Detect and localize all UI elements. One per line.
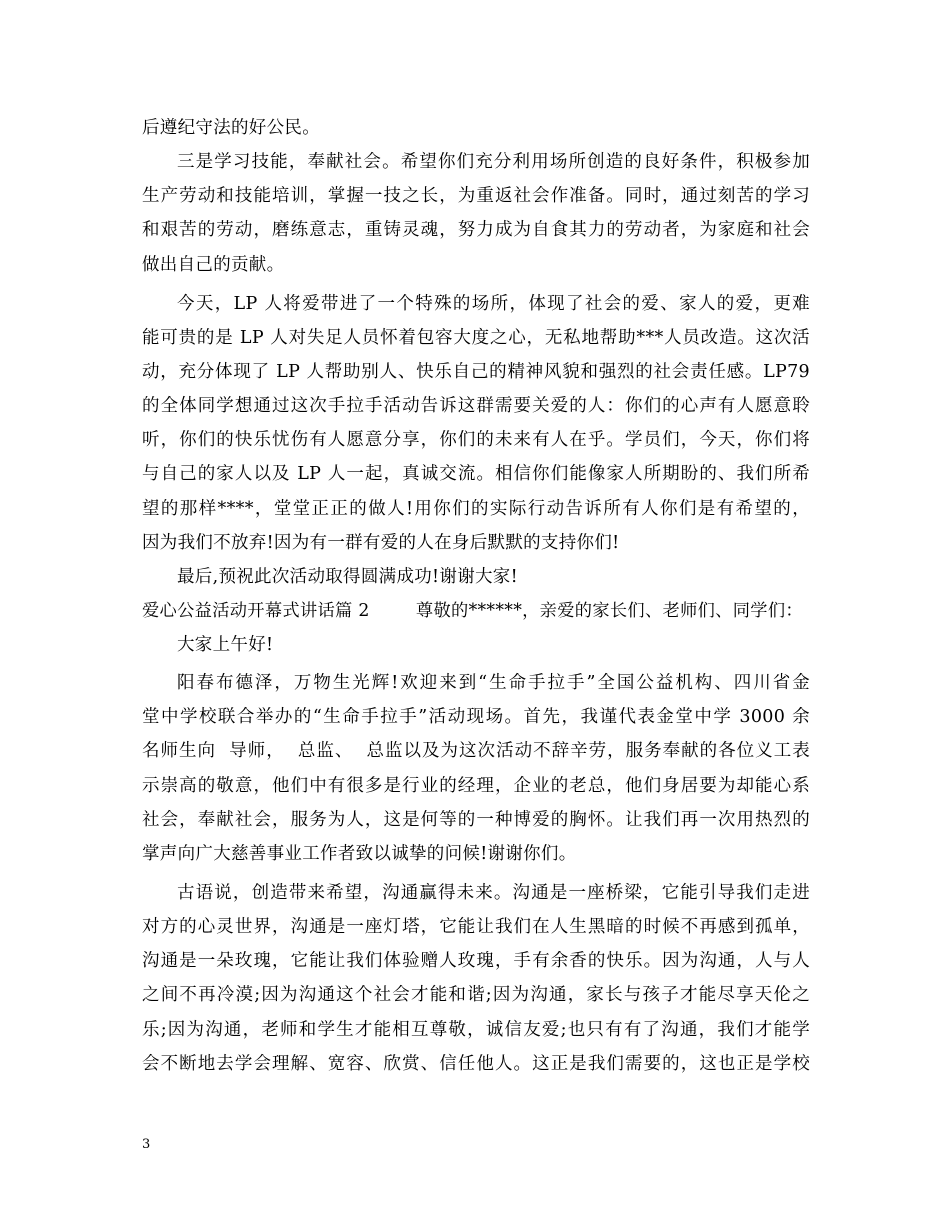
text-line: 堂中学校联合举办的“生命手拉手”活动现场。首先，我谨代表金堂中学 3000 余: [142, 707, 810, 727]
text-line: 后遵纪守法的好公民。: [142, 118, 320, 138]
text-line: 会不断地去学会理解、宽容、欣赏、信任他人。这正是我们需要的，这也正是学校: [142, 1054, 810, 1074]
text-line: 的全体同学想通过这次手拉手活动告诉这群需要关爱的人：你们的心声有人愿意聆: [142, 396, 810, 416]
text-line: 对方的心灵世界，沟通是一座灯塔，它能让我们在人生黑暗的时候不再感到孤单，: [142, 917, 810, 937]
page-number: 3: [142, 1137, 151, 1152]
text-line: 和艰苦的劳动，磨练意志，重铸灵魂，努力成为自食其力的劳动者，为家庭和社会: [142, 220, 810, 240]
text-line: 望的那样****，堂堂正正的做人!用你们的实际行动告诉所有人你们是有希望的，: [142, 499, 810, 519]
text-line: 因为我们不放弃!因为有一群有爱的人在身后默默的支持你们!: [142, 533, 620, 553]
text-line: 最后,预祝此次活动取得圆满成功!谢谢大家!: [177, 567, 518, 587]
text-line: 沟通是一朵玫瑰，它能让我们体验赠人玫瑰，手有余香的快乐。因为沟通，人与人: [142, 951, 810, 971]
text-line: 三是学习技能，奉献社会。希望你们充分利用场所创造的良好条件，积极参加: [177, 152, 810, 172]
text-line: 听，你们的快乐忧伤有人愿意分享，你们的未来有人在乎。学员们，今天，你们将: [142, 430, 810, 450]
text-line: 阳春布德泽，万物生光辉!欢迎来到“生命手拉手”全国公益机构、四川省金: [177, 673, 810, 693]
text-line: 示崇高的敬意，他们中有很多是行业的经理，企业的老总，他们身居要为却能心系: [142, 776, 810, 796]
text-line: 社会，奉献社会，服务为人，这是何等的一种博爱的胸怀。让我们再一次用热烈的: [142, 810, 810, 830]
text-line: 能可贵的是 LP 人对失足人员怀着包容大度之心，无私地帮助***人员改造。这次活: [142, 328, 810, 348]
text-line: 名师生向 导师， 总监、 总监以及为这次活动不辞辛劳，服务奉献的各位义工表: [142, 741, 810, 761]
text-line: 掌声向广大慈善事业工作者致以诚挚的问候!谢谢你们。: [142, 844, 577, 864]
text-line: 与自己的家人以及 LP 人一起，真诚交流。相信你们能像家人所期盼的、我们所希: [142, 464, 810, 484]
text-line: 之间不再冷漠;因为沟通这个社会才能和谐;因为沟通，家长与孩子才能尽享天伦之: [142, 985, 810, 1005]
text-line: 乐;因为沟通，老师和学生才能相互尊敬，诚信友爱;也只有有了沟通，我们才能学: [142, 1020, 810, 1040]
text-line: 动，充分体现了 LP 人帮助别人、快乐自己的精神风貌和强烈的社会责任感。LP79: [142, 362, 810, 382]
text-line: 古语说，创造带来希望，沟通赢得未来。沟通是一座桥梁，它能引导我们走进: [177, 883, 810, 903]
text-line: 大家上午好!: [177, 635, 274, 655]
text-line: 生产劳动和技能培训，掌握一技之长，为重返社会作准备。同时，通过刻苦的学习: [142, 186, 810, 206]
section-heading: 爱心公益活动开幕式讲话篇 2 尊敬的******，亲爱的家长们、老师们、同学们：: [142, 601, 803, 621]
text-line: 今天，LP 人将爱带进了一个特殊的场所，体现了社会的爱、家人的爱，更难: [177, 294, 810, 314]
text-line: 做出自己的贡献。: [142, 255, 285, 275]
